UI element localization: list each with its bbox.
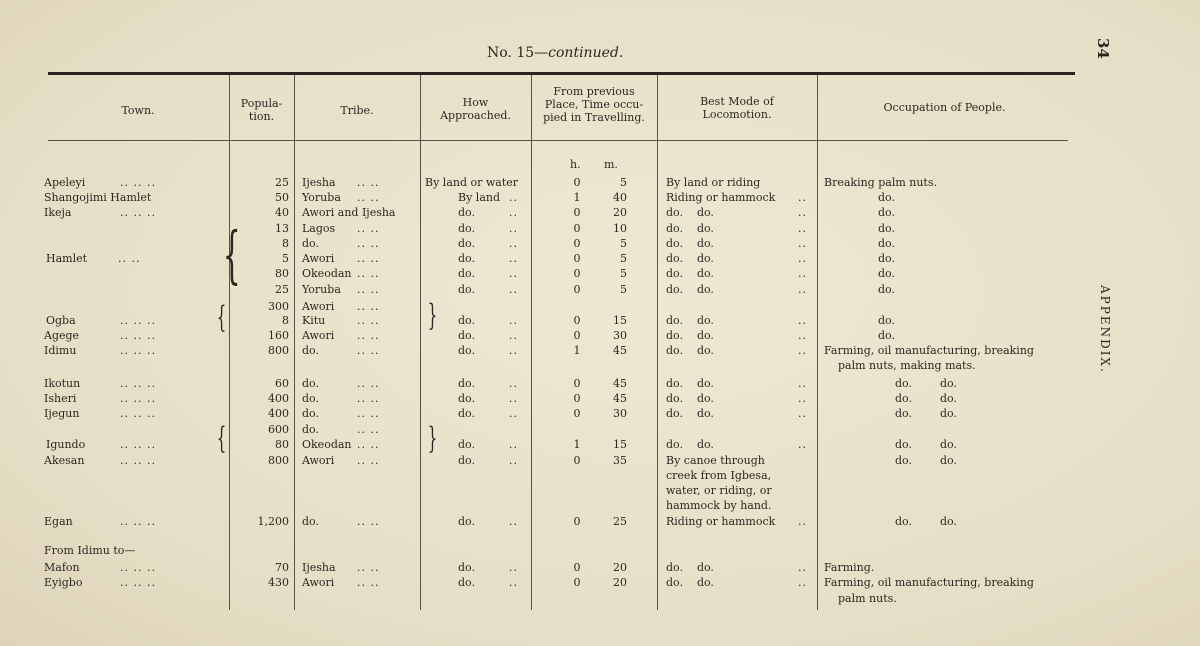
town-cell: Ikotun xyxy=(44,377,81,390)
col-divider xyxy=(817,75,818,610)
mode-cell: Riding or hammock xyxy=(666,515,776,528)
leader-dots: .. .. .. xyxy=(120,576,156,589)
leader-dots: .. xyxy=(509,392,518,405)
leader-dots: .. .. .. xyxy=(120,515,156,528)
minutes-cell: 20 xyxy=(613,576,627,589)
occupation-cell: do. xyxy=(878,267,895,280)
leader-dots: .. .. xyxy=(357,454,380,467)
occupation-cell: do. xyxy=(878,237,895,250)
tribe-cell: do. xyxy=(302,344,319,357)
occupation-cell: do. do. xyxy=(895,407,957,420)
mode-cell: By land or riding xyxy=(666,176,761,189)
mode-cell: creek from Igbesa, xyxy=(666,469,772,482)
approached-cell: do. xyxy=(458,206,475,219)
hours-cell: 0 xyxy=(573,329,581,342)
col-header-tribe: Tribe. xyxy=(340,104,374,117)
occupation-cell: do. xyxy=(878,191,895,204)
town-cell: Ikeja xyxy=(44,206,72,219)
leader-dots: .. xyxy=(509,515,518,528)
tribe-cell: Ijesha xyxy=(302,176,336,189)
approached-cell: do. xyxy=(458,561,475,574)
leader-dots: .. .. xyxy=(357,314,380,327)
leader-dots: .. .. xyxy=(357,576,380,589)
hours-cell: 0 xyxy=(573,237,581,250)
approached-cell: do. xyxy=(458,314,475,327)
hours-cell: 0 xyxy=(573,392,581,405)
top-rule xyxy=(48,72,1075,75)
leader-dots: .. xyxy=(798,438,807,451)
town-cell: Isheri xyxy=(44,392,77,405)
leader-dots: .. .. xyxy=(118,252,141,265)
population-cell: 40 xyxy=(275,206,289,219)
population-cell: 25 xyxy=(275,176,289,189)
population-cell: 8 xyxy=(282,237,289,250)
minutes-cell: 25 xyxy=(613,515,627,528)
population-cell: 600 xyxy=(268,423,289,436)
mode-cell: do. do. xyxy=(666,252,714,265)
population-cell: 50 xyxy=(275,191,289,204)
minutes-cell: 5 xyxy=(620,237,627,250)
leader-dots: .. xyxy=(798,392,807,405)
mode-cell: water, or riding, or xyxy=(666,484,772,497)
page-title: No. 15—continued. xyxy=(487,45,624,61)
minutes-cell: 20 xyxy=(613,561,627,574)
occupation-cell: do. do. xyxy=(895,392,957,405)
leader-dots: .. xyxy=(798,252,807,265)
leader-dots: .. .. xyxy=(357,283,380,296)
leader-dots: .. .. xyxy=(357,252,380,265)
town-cell: Hamlet xyxy=(46,252,88,265)
hours-cell: 0 xyxy=(573,176,581,189)
town-cell: From Idimu to— xyxy=(44,544,136,557)
town-cell: Mafon xyxy=(44,561,80,574)
approached-cell: By land or water xyxy=(425,176,519,189)
minutes-cell: 5 xyxy=(620,176,627,189)
leader-dots: .. .. xyxy=(357,267,380,280)
town-cell: Agege xyxy=(44,329,80,342)
population-cell: 13 xyxy=(275,222,289,235)
mode-cell: do. do. xyxy=(666,344,714,357)
col-divider xyxy=(657,75,658,610)
leader-dots: .. .. xyxy=(357,191,380,204)
leader-dots: .. xyxy=(509,438,518,451)
leader-dots: .. .. xyxy=(357,423,380,436)
population-cell: 400 xyxy=(268,392,289,405)
hours-cell: 0 xyxy=(573,206,581,219)
mode-cell: do. do. xyxy=(666,314,714,327)
leader-dots: .. xyxy=(509,377,518,390)
minutes-cell: 45 xyxy=(613,344,627,357)
header-rule xyxy=(48,140,1068,141)
occupation-cell: do. xyxy=(878,329,895,342)
col-divider xyxy=(531,75,532,610)
hours-cell: 0 xyxy=(573,222,581,235)
leader-dots: .. xyxy=(798,515,807,528)
occupation-cell: Breaking palm nuts. xyxy=(824,176,937,189)
town-cell: Igundo xyxy=(46,438,86,451)
tribe-cell: do. xyxy=(302,515,319,528)
town-cell: Ogba xyxy=(46,314,76,327)
population-cell: 8 xyxy=(282,314,289,327)
occupation-cell: do. xyxy=(878,314,895,327)
hours-cell: 0 xyxy=(573,252,581,265)
hours-cell: 0 xyxy=(573,515,581,528)
leader-dots: .. xyxy=(509,191,518,204)
leader-dots: .. xyxy=(798,377,807,390)
col-divider xyxy=(420,75,421,610)
minutes-cell: 5 xyxy=(620,252,627,265)
leader-dots: .. .. xyxy=(357,222,380,235)
leader-dots: .. xyxy=(798,344,807,357)
approached-cell: do. xyxy=(458,576,475,589)
hours-cell: 1 xyxy=(573,191,581,204)
town-cell: Egan xyxy=(44,515,73,528)
tribe-cell: Kitu xyxy=(302,314,326,327)
tribe-cell: Awori xyxy=(302,300,335,313)
col-header-time: From previous Place, Time occu- pied in Travelling. xyxy=(543,85,645,124)
approached-cell: do. xyxy=(458,454,475,467)
tribe-cell: Ijesha xyxy=(302,561,336,574)
minutes-cell: 5 xyxy=(620,267,627,280)
leader-dots: .. xyxy=(798,329,807,342)
hours-cell: 1 xyxy=(573,438,581,451)
mode-cell: do. do. xyxy=(666,329,714,342)
minutes-cell: 40 xyxy=(613,191,627,204)
occupation-cell: do. xyxy=(878,206,895,219)
population-cell: 80 xyxy=(275,438,289,451)
population-cell: 800 xyxy=(268,454,289,467)
brace-right: } xyxy=(427,298,438,333)
leader-dots: .. .. .. xyxy=(120,407,156,420)
tribe-cell: Awori xyxy=(302,252,335,265)
leader-dots: .. xyxy=(509,407,518,420)
col-header-mode: Best Mode of Locomotion. xyxy=(700,95,774,121)
hours-cell: 0 xyxy=(573,267,581,280)
leader-dots: .. xyxy=(509,329,518,342)
occupation-cell: Farming. xyxy=(824,561,875,574)
population-cell: 70 xyxy=(275,561,289,574)
leader-dots: .. .. .. xyxy=(120,561,156,574)
brace-left: { xyxy=(222,218,241,291)
leader-dots: .. xyxy=(798,191,807,204)
leader-dots: .. xyxy=(509,237,518,250)
population-cell: 160 xyxy=(268,329,289,342)
population-cell: 400 xyxy=(268,407,289,420)
population-cell: 300 xyxy=(268,300,289,313)
leader-dots: .. xyxy=(509,576,518,589)
leader-dots: .. .. xyxy=(357,438,380,451)
tribe-cell: do. xyxy=(302,423,319,436)
minutes-cell: 15 xyxy=(613,438,627,451)
leader-dots: .. .. xyxy=(357,515,380,528)
leader-dots: .. xyxy=(798,222,807,235)
occupation-cell: palm nuts, making mats. xyxy=(838,359,976,372)
leader-dots: .. xyxy=(798,267,807,280)
approached-cell: do. xyxy=(458,438,475,451)
minutes-cell: 45 xyxy=(613,392,627,405)
population-cell: 25 xyxy=(275,283,289,296)
leader-dots: .. xyxy=(509,267,518,280)
mode-cell: do. do. xyxy=(666,392,714,405)
occupation-cell: palm nuts. xyxy=(838,592,897,605)
leader-dots: .. xyxy=(509,314,518,327)
occupation-cell: do. xyxy=(878,252,895,265)
tribe-cell: Lagos xyxy=(302,222,336,235)
mode-cell: By canoe through xyxy=(666,454,765,467)
col-divider xyxy=(294,75,295,610)
minutes-cell: 30 xyxy=(613,329,627,342)
mode-cell: do. do. xyxy=(666,267,714,280)
hours-cell: 0 xyxy=(573,407,581,420)
approached-cell: do. xyxy=(458,222,475,235)
approached-cell: do. xyxy=(458,237,475,250)
population-cell: 1,200 xyxy=(257,515,289,528)
leader-dots: .. xyxy=(798,407,807,420)
leader-dots: .. .. .. xyxy=(120,206,156,219)
hours-cell: 0 xyxy=(573,377,581,390)
tribe-cell: Yoruba xyxy=(302,283,341,296)
leader-dots: .. .. .. xyxy=(120,329,156,342)
tribe-cell: do. xyxy=(302,407,319,420)
mode-cell: do. do. xyxy=(666,283,714,296)
approached-cell: do. xyxy=(458,252,475,265)
tribe-cell: Awori xyxy=(302,329,335,342)
town-cell: Idimu xyxy=(44,344,77,357)
brace-left: { xyxy=(216,421,227,456)
occupation-cell: do. do. xyxy=(895,438,957,451)
leader-dots: .. xyxy=(509,206,518,219)
occupation-cell: do. xyxy=(878,222,895,235)
mode-cell: do. do. xyxy=(666,438,714,451)
approached-cell: do. xyxy=(458,377,475,390)
leader-dots: .. .. .. xyxy=(120,377,156,390)
mode-cell: do. do. xyxy=(666,561,714,574)
occupation-cell: Farming, oil manufacturing, breaking xyxy=(824,576,1034,589)
minutes-cell: 5 xyxy=(620,283,627,296)
mode-cell: do. do. xyxy=(666,407,714,420)
mode-cell: do. do. xyxy=(666,206,714,219)
population-cell: 60 xyxy=(275,377,289,390)
leader-dots: .. .. xyxy=(357,176,380,189)
unit-minutes: m. xyxy=(604,158,618,171)
approached-cell: do. xyxy=(458,267,475,280)
col-header-population: Popula- tion. xyxy=(240,97,283,123)
brace-left: { xyxy=(216,300,227,335)
hours-cell: 0 xyxy=(573,314,581,327)
leader-dots: .. .. .. xyxy=(120,344,156,357)
col-header-occupation: Occupation of People. xyxy=(883,101,1006,114)
hours-cell: 0 xyxy=(573,576,581,589)
col-header-town: Town. xyxy=(121,104,155,117)
hours-cell: 0 xyxy=(573,561,581,574)
minutes-cell: 10 xyxy=(613,222,627,235)
leader-dots: .. xyxy=(798,283,807,296)
tribe-cell: Yoruba xyxy=(302,191,341,204)
leader-dots: .. xyxy=(509,344,518,357)
tribe-cell: Awori xyxy=(302,454,335,467)
occupation-cell: Farming, oil manufacturing, breaking xyxy=(824,344,1034,357)
leader-dots: .. .. .. xyxy=(120,176,156,189)
side-label: APPENDIX. xyxy=(1098,285,1112,374)
tribe-cell: Okeodan xyxy=(302,267,352,280)
town-cell: Apeleyi xyxy=(44,176,86,189)
leader-dots: .. .. xyxy=(357,377,380,390)
population-cell: 80 xyxy=(275,267,289,280)
unit-hours: h. xyxy=(570,158,581,171)
leader-dots: .. xyxy=(798,237,807,250)
leader-dots: .. xyxy=(798,561,807,574)
town-cell: Shangojimi Hamlet xyxy=(44,191,152,204)
leader-dots: .. .. xyxy=(357,344,380,357)
minutes-cell: 45 xyxy=(613,377,627,390)
minutes-cell: 15 xyxy=(613,314,627,327)
col-header-approached: How Approached. xyxy=(440,96,511,122)
leader-dots: .. xyxy=(509,283,518,296)
leader-dots: .. .. .. xyxy=(120,454,156,467)
page-number: 34 xyxy=(1094,38,1112,59)
mode-cell: do. do. xyxy=(666,377,714,390)
leader-dots: .. .. xyxy=(357,329,380,342)
mode-cell: do. do. xyxy=(666,222,714,235)
brace-right: } xyxy=(427,421,438,456)
leader-dots: .. xyxy=(509,222,518,235)
occupation-cell: do. xyxy=(878,283,895,296)
tribe-cell: Awori xyxy=(302,576,335,589)
tribe-cell: do. xyxy=(302,377,319,390)
minutes-cell: 20 xyxy=(613,206,627,219)
leader-dots: .. .. .. xyxy=(120,314,156,327)
mode-cell: do. do. xyxy=(666,576,714,589)
leader-dots: .. xyxy=(798,314,807,327)
occupation-cell: do. do. xyxy=(895,515,957,528)
hours-cell: 0 xyxy=(573,454,581,467)
mode-cell: hammock by hand. xyxy=(666,499,772,512)
leader-dots: .. xyxy=(509,252,518,265)
town-cell: Ijegun xyxy=(44,407,80,420)
leader-dots: .. .. xyxy=(357,407,380,420)
town-cell: Eyigbo xyxy=(44,576,83,589)
leader-dots: .. xyxy=(509,454,518,467)
leader-dots: .. xyxy=(798,206,807,219)
approached-cell: do. xyxy=(458,283,475,296)
approached-cell: By land xyxy=(458,191,500,204)
tribe-cell: Okeodan xyxy=(302,438,352,451)
occupation-cell: do. do. xyxy=(895,377,957,390)
population-cell: 800 xyxy=(268,344,289,357)
population-cell: 430 xyxy=(268,576,289,589)
approached-cell: do. xyxy=(458,392,475,405)
approached-cell: do. xyxy=(458,329,475,342)
approached-cell: do. xyxy=(458,344,475,357)
approached-cell: do. xyxy=(458,515,475,528)
leader-dots: .. .. xyxy=(357,561,380,574)
leader-dots: .. .. .. xyxy=(120,438,156,451)
tribe-cell: do. xyxy=(302,237,319,250)
leader-dots: .. .. .. xyxy=(120,392,156,405)
approached-cell: do. xyxy=(458,407,475,420)
hours-cell: 1 xyxy=(573,344,581,357)
leader-dots: .. .. xyxy=(357,392,380,405)
tribe-cell: do. xyxy=(302,392,319,405)
hours-cell: 0 xyxy=(573,283,581,296)
leader-dots: .. xyxy=(798,576,807,589)
mode-cell: do. do. xyxy=(666,237,714,250)
town-cell: Akesan xyxy=(44,454,85,467)
population-cell: 5 xyxy=(282,252,289,265)
minutes-cell: 35 xyxy=(613,454,627,467)
tribe-cell: Awori and Ijesha xyxy=(302,206,396,219)
occupation-cell: do. do. xyxy=(895,454,957,467)
leader-dots: .. .. xyxy=(357,300,380,313)
mode-cell: Riding or hammock xyxy=(666,191,776,204)
leader-dots: .. xyxy=(509,561,518,574)
minutes-cell: 30 xyxy=(613,407,627,420)
leader-dots: .. .. xyxy=(357,237,380,250)
